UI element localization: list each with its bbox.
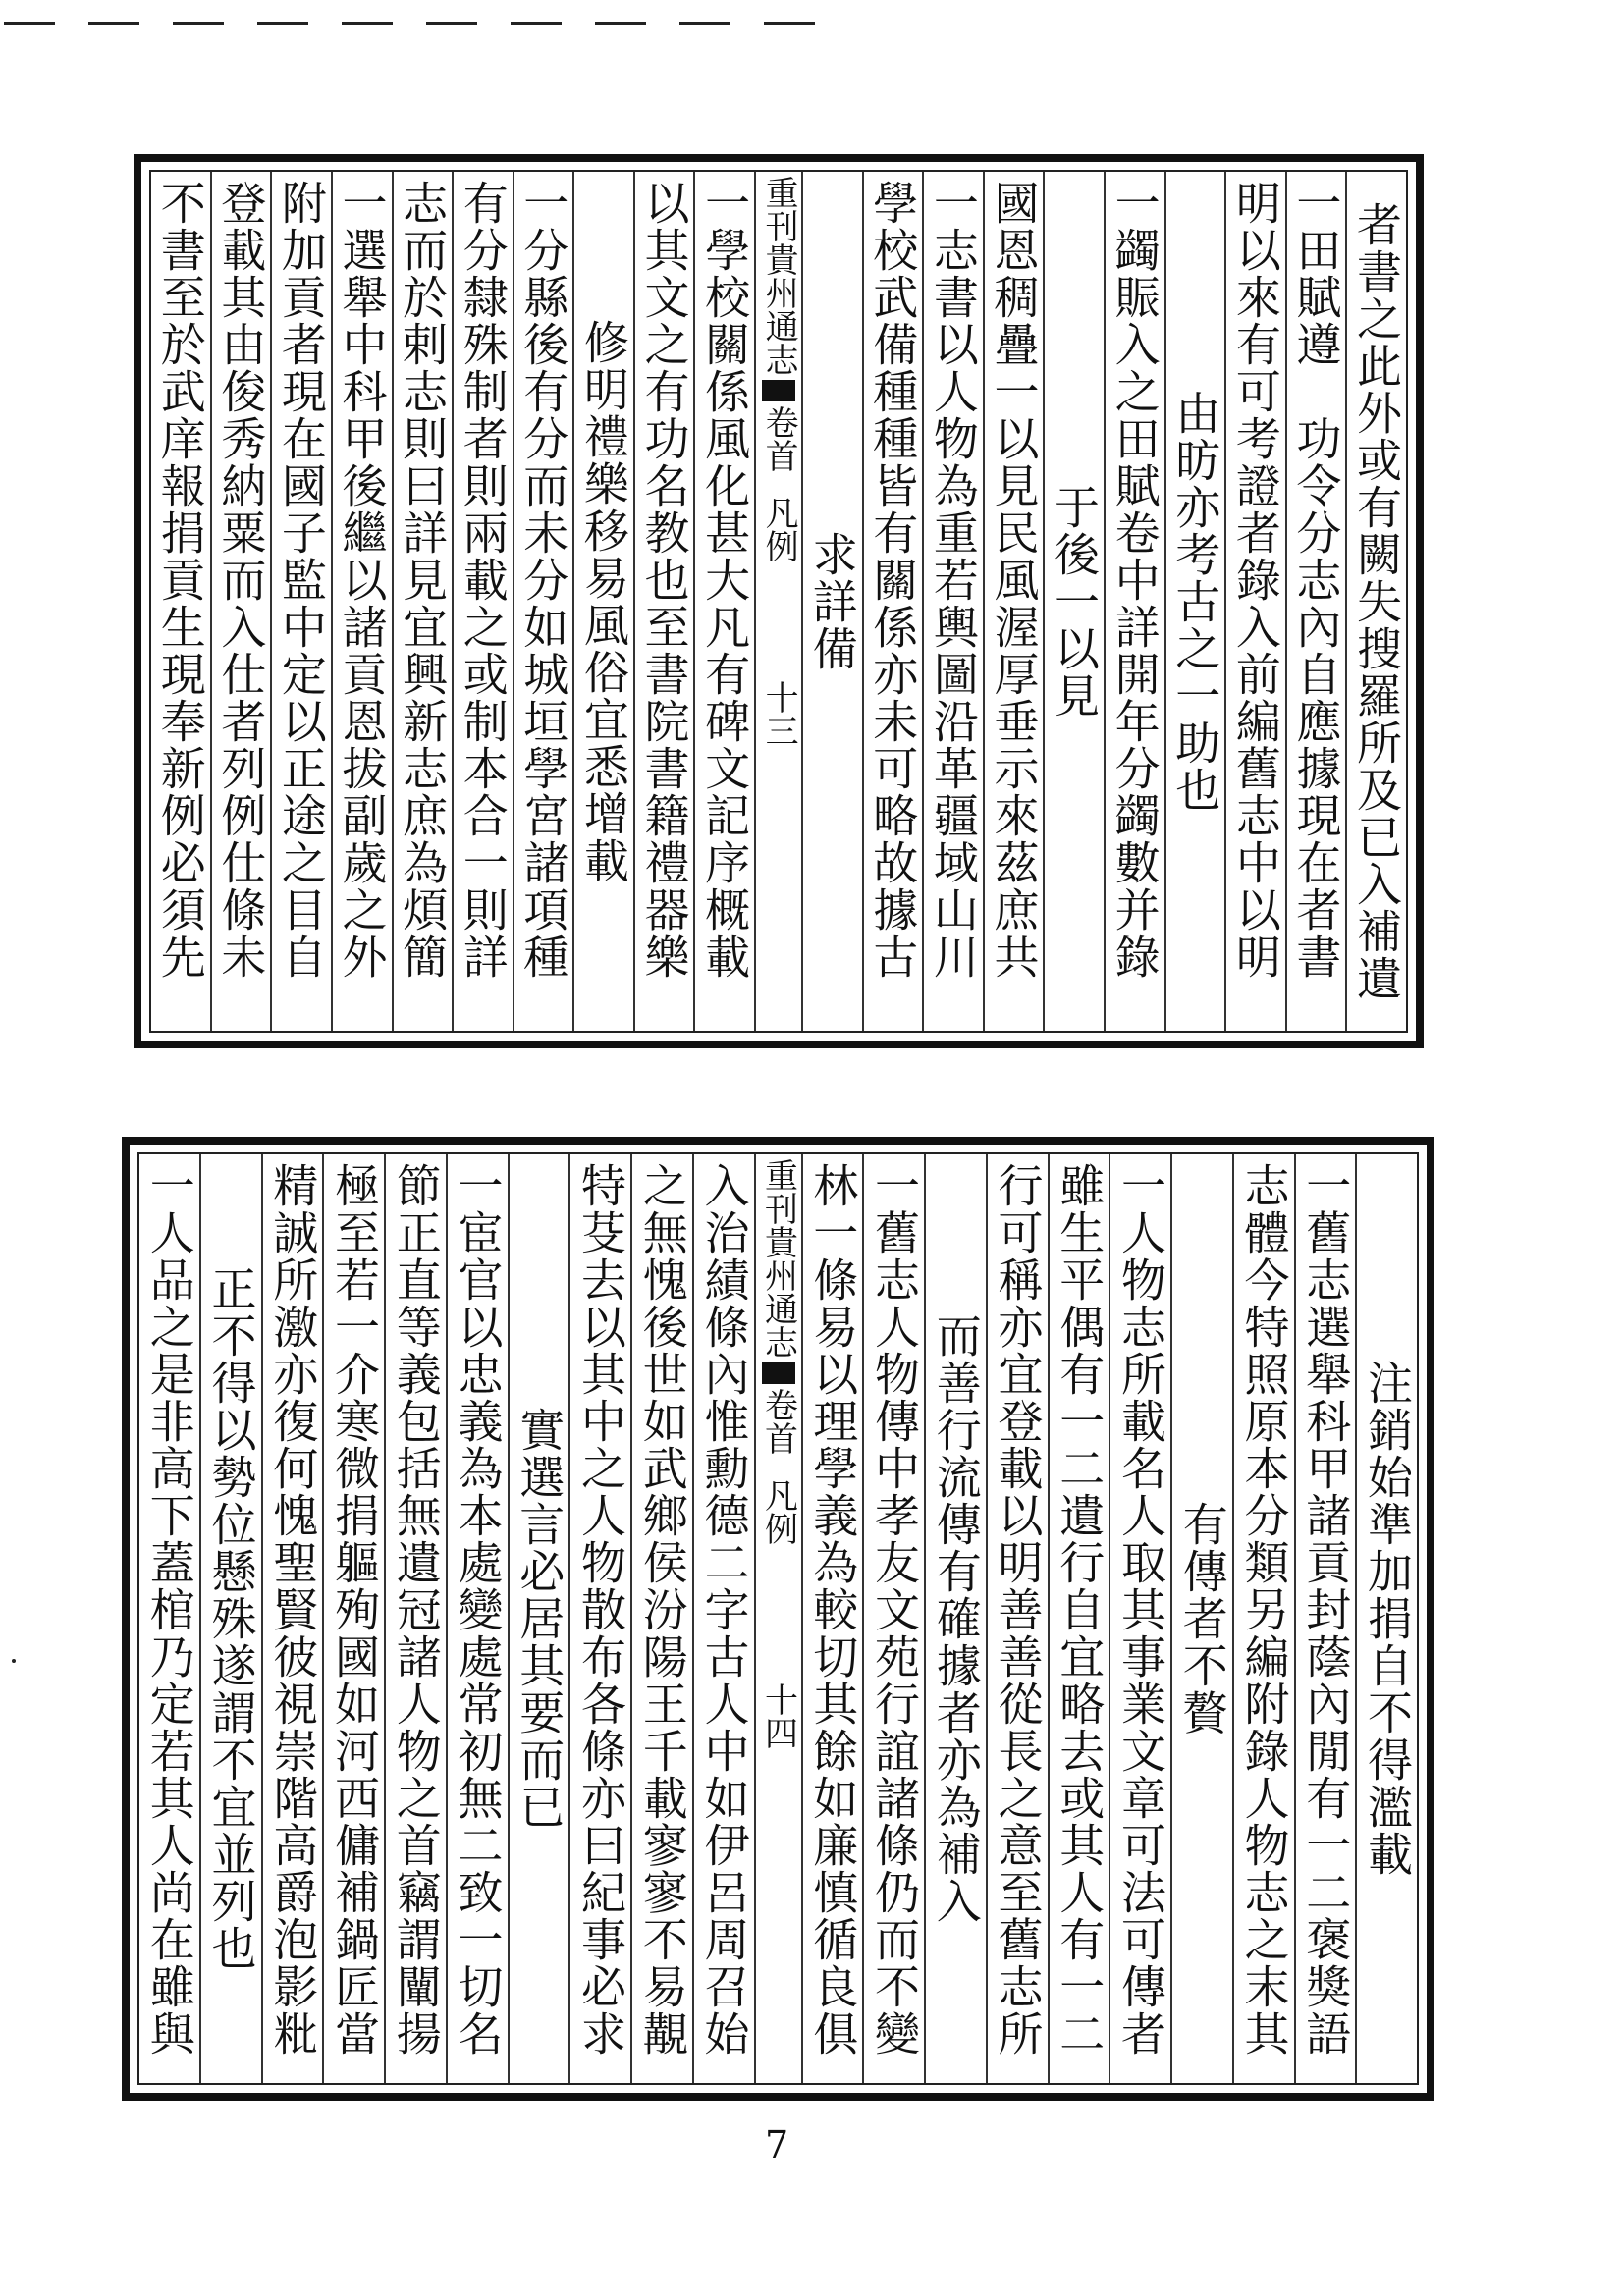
fish-tail-mark-icon (762, 1362, 795, 1384)
text-column: 精誠所激亦復何愧聖賢彼視崇階高爵泡影粃 (261, 1154, 323, 2083)
text-column: 者書之此外或有闕失搜羅所及已入補遺 (1345, 172, 1406, 1031)
scan-border-dash (173, 22, 224, 25)
text-column: 以其文之有功名教也至書院書籍禮器樂 (633, 172, 694, 1031)
text-column: 一分縣後有分而未分如城垣學宮諸項種 (513, 172, 573, 1031)
text-column: 極至若一介寒微捐軀殉國如河西傭補鍋匠當 (322, 1154, 384, 2083)
text-column: 之無愧後世如武鄉侯汾陽王千載寥寥不易覯 (630, 1154, 692, 2083)
text-column: 正不得以勢位懸殊遂謂不宜並列也 (199, 1154, 261, 2083)
text-column: 雖生平偶有一二遺行自宜略去或其人有一二 (1048, 1154, 1109, 2083)
text-column: 一舊志選舉科甲諸貢封蔭內閒有一二褒獎語 (1294, 1154, 1356, 2083)
text-column: 注銷始準加捐自不得濫載 (1355, 1154, 1417, 2083)
fish-tail-mark-icon (762, 380, 795, 401)
scan-border-dash (342, 22, 393, 25)
text-column: 行可稱亦宜登載以明善善從長之意至舊志所 (986, 1154, 1048, 2083)
text-column: 一選舉中科甲後繼以諸貢恩拔副歲之外 (331, 172, 392, 1031)
scan-border-dash (511, 22, 562, 25)
text-column: 一田賦遵 功令分志內自應據現在者書 (1285, 172, 1346, 1031)
center-strip (754, 1154, 801, 2083)
text-column: 一志書以人物為重若輿圖沿革疆域山川 (922, 172, 983, 1031)
text-column: 明以來有可考證者錄入前編舊志中以明 (1224, 172, 1285, 1031)
text-column: 志體今特照原本分類另編附錄人物志之末其 (1232, 1154, 1294, 2083)
scan-border-dash (426, 22, 477, 25)
text-column: 修明禮樂移易風俗宜悉增載 (572, 172, 633, 1031)
text-column: 學校武備種種皆有關係亦未可略故據古 (862, 172, 923, 1031)
scan-border-dash (4, 22, 55, 25)
text-column: 不書至於武庠報捐貢生現奉新例必須先 (153, 180, 207, 981)
bottom-page (122, 1137, 1434, 2101)
folio-number: 十四 (758, 1682, 798, 1749)
text-column: 由昉亦考古之一助也 (1164, 172, 1225, 1031)
scan-speck (12, 1659, 16, 1663)
scan-border-dash (764, 22, 815, 25)
page-number: 7 (765, 2123, 789, 2166)
volume-label: 卷首 (758, 1388, 798, 1455)
center-strip (754, 172, 801, 1031)
text-column: 入治績條內惟勳德二字古人中如伊呂周召始 (692, 1154, 754, 2083)
text-column: 志而於剌志則曰詳見宜興新志庶為煩簡 (392, 172, 453, 1031)
text-column: 林一條易以理學義為較切其餘如廉慎循良俱 (801, 1154, 863, 2083)
text-column: 有分隸殊制者則兩載之或制本合一則詳 (452, 172, 513, 1031)
text-column: 實選言必居其要而已 (508, 1154, 569, 2083)
scan-border-dash (88, 22, 139, 25)
scan-border-dash (257, 22, 308, 25)
text-column: 而善行流傳有確據者亦為補入 (924, 1154, 986, 2083)
text-column: 一宦官以忠義為本處變處常初無二致一切名 (446, 1154, 508, 2083)
bottom-page-columns (139, 1154, 1417, 2083)
text-column: 一蠲賑入之田賦卷中詳開年分蠲數并錄 (1104, 172, 1164, 1031)
section-label: 凡例 (759, 496, 799, 562)
bottom-page-frame (137, 1152, 1419, 2085)
folio-number: 十三 (759, 680, 799, 747)
text-column: 一舊志人物傳中孝友文苑行誼諸條仍而不變 (862, 1154, 924, 2083)
scan-border-dash (595, 22, 646, 25)
book-title: 重刊貴州通志 (758, 1158, 798, 1359)
text-column: 一人物志所載名人取其事業文章可法可傳者 (1109, 1154, 1170, 2083)
top-page-frame (149, 170, 1408, 1033)
scan-border-dash (679, 22, 730, 25)
text-column: 于後一以見 (1043, 172, 1104, 1031)
volume-label: 卷首 (759, 405, 799, 472)
book-title: 重刊貴州通志 (759, 176, 799, 376)
text-column: 特芟去以其中之人物散布各條亦曰紀事必求 (568, 1154, 630, 2083)
section-label: 凡例 (758, 1478, 798, 1545)
top-page (134, 154, 1424, 1048)
text-column: 一學校關係風化甚大凡有碑文記序概載 (693, 172, 754, 1031)
text-column: 登載其由俊秀納粟而入仕者列例仕條未 (210, 172, 271, 1031)
text-column: 有傳者不贅 (1170, 1154, 1232, 2083)
top-page-columns (151, 172, 1406, 1031)
text-column: 國恩稠疊一以見民風渥厚垂示來茲庶共 (983, 172, 1044, 1031)
text-column: 求詳備 (801, 172, 862, 1031)
text-column: 一人品之是非高下蓋棺乃定若其人尚在雖與 (142, 1162, 196, 2057)
text-column: 節正直等義包括無遺冠諸人物之首竊謂闡揚 (384, 1154, 446, 2083)
text-column: 附加貢者現在國子監中定以正途之目自 (270, 172, 331, 1031)
